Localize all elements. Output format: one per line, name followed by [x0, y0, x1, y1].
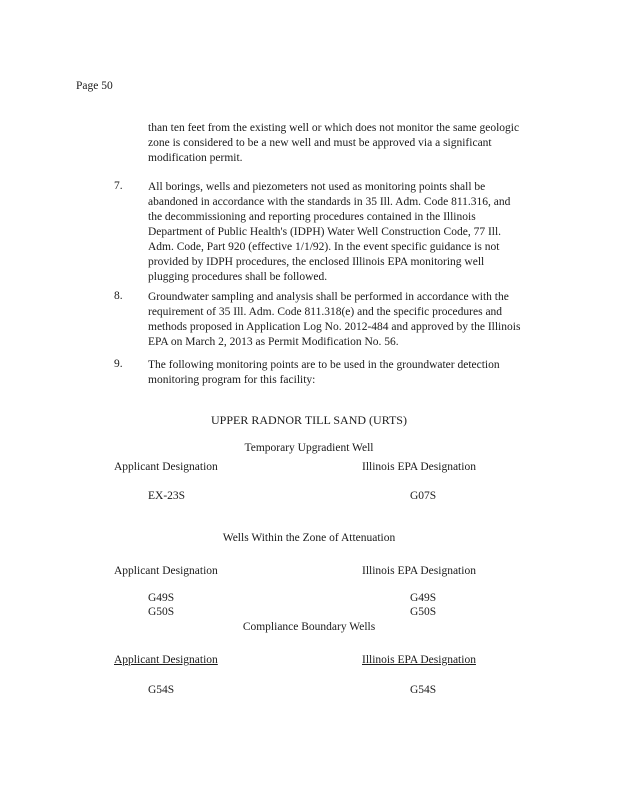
group-title: Compliance Boundary Wells — [242, 621, 376, 633]
paragraph-line: Groundwater sampling and analysis shall be performed in accordance with the — [148, 291, 509, 303]
applicant-designation-header: Applicant Designation — [114, 461, 218, 473]
continuation-paragraph — [148, 121, 548, 166]
paragraph-line: monitoring program for this facility: — [148, 374, 316, 386]
applicant-well-id: G54S — [148, 684, 175, 696]
epa-well-id: G49S — [410, 592, 437, 604]
paragraph-line: The following monitoring points are to be used in the groundwater detection — [148, 359, 500, 371]
paragraph-line: modification permit. — [148, 152, 243, 164]
applicant-well-id: EX-23S — [148, 490, 186, 502]
section-title: UPPER RADNOR TILL SAND (URTS) — [211, 413, 407, 427]
group-title: Temporary Upgradient Well — [244, 442, 374, 454]
paragraph-line: than ten feet from the existing well or which does not monitor the same geologic — [148, 122, 520, 134]
applicant-well-id: G49S — [148, 592, 175, 604]
applicant-designation-header: Applicant Designation — [114, 565, 218, 577]
page-header: Page 50 — [76, 80, 113, 92]
epa-designation-header: Illinois EPA Designation — [362, 565, 476, 577]
item-7-paragraph — [148, 180, 548, 285]
epa-well-id: G50S — [410, 606, 437, 618]
paragraph-line: Adm. Code, Part 920 (effective 1/1/92). In the event specific guidance is not — [148, 241, 500, 253]
item-8-paragraph — [148, 290, 548, 350]
applicant-well-id: G50S — [148, 606, 175, 618]
epa-designation-header: Illinois EPA Designation — [362, 654, 476, 666]
item-number: 9. — [114, 358, 123, 370]
paragraph-line: plugging procedures shall be followed. — [148, 271, 328, 283]
epa-designation-header: Illinois EPA Designation — [362, 461, 476, 473]
paragraph-line: methods proposed in Application Log No. 2012-484 and approved by the Illinois — [148, 321, 521, 333]
epa-well-id: G54S — [410, 684, 437, 696]
applicant-designation-header: Applicant Designation — [114, 654, 218, 666]
paragraph-line: provided by IDPH procedures, the enclosed Illinois EPA monitoring well — [148, 256, 485, 268]
paragraph-line: Department of Public Health's (IDPH) Water Well Construction Code, 77 Ill. — [148, 226, 502, 238]
item-9-paragraph — [148, 358, 548, 388]
paragraph-line: the decommissioning and reporting procedures contained in the Illinois — [148, 211, 476, 223]
paragraph-line: requirement of 35 Ill. Adm. Code 811.318(e) and the specific procedures and — [148, 306, 503, 318]
epa-well-id: G07S — [410, 490, 437, 502]
paragraph-line: All borings, wells and piezometers not used as monitoring points shall be — [148, 181, 486, 193]
group-title: Wells Within the Zone of Attenuation — [222, 532, 396, 544]
item-number: 8. — [114, 290, 123, 302]
paragraph-line: EPA on March 2, 2013 as Permit Modification No. 56. — [148, 336, 399, 348]
paragraph-line: abandoned in accordance with the standards in 35 Ill. Adm. Code 811.316, and — [148, 196, 511, 208]
item-number: 7. — [114, 180, 123, 192]
paragraph-line: zone is considered to be a new well and must be approved via a significant — [148, 137, 492, 149]
